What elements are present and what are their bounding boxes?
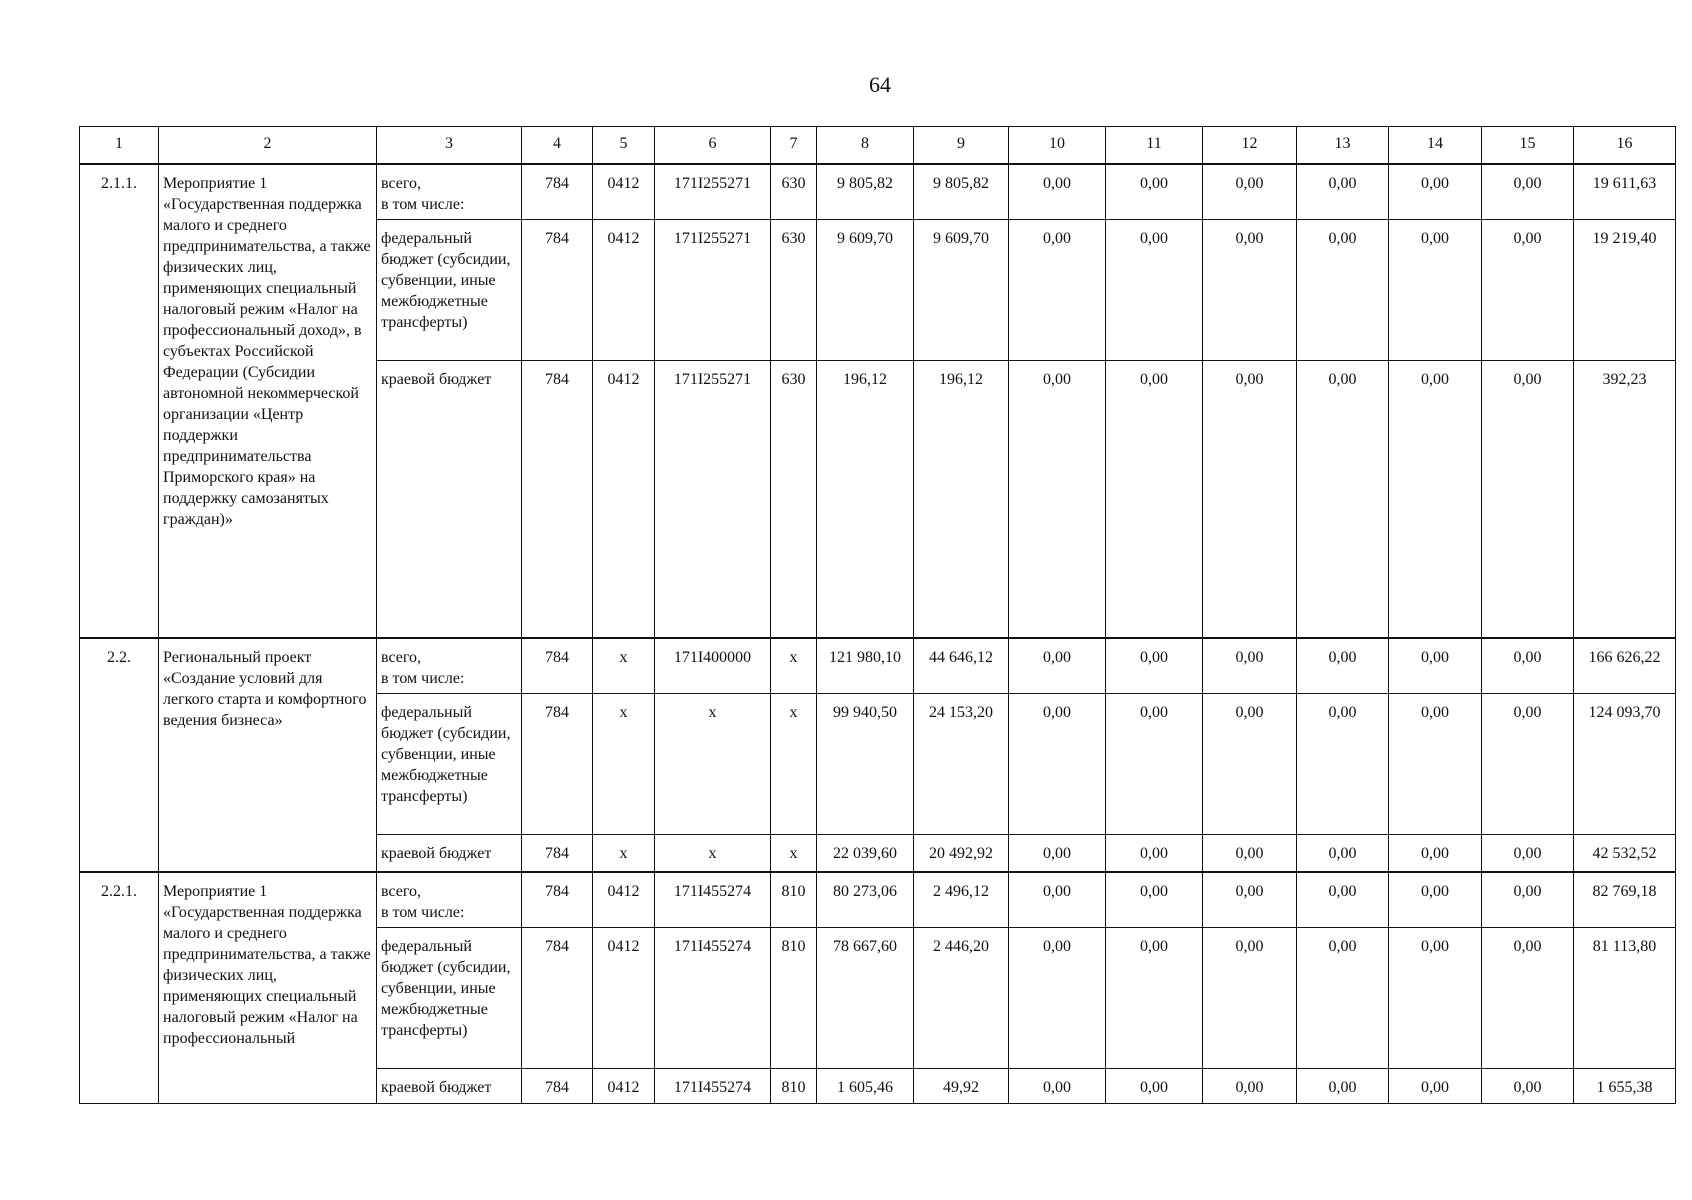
cell-col-7: 810 [771, 928, 817, 1069]
cell-col-10: 0,00 [1009, 872, 1106, 928]
cell-col-5: 0412 [593, 872, 655, 928]
funding-source: всего, в том числе: [377, 638, 522, 694]
cell-col-10: 0,00 [1009, 638, 1106, 694]
cell-col-13: 0,00 [1297, 835, 1389, 873]
cell-col-4: 784 [522, 638, 593, 694]
cell-col-13: 0,00 [1297, 361, 1389, 639]
cell-col-15: 0,00 [1482, 694, 1574, 835]
cell-col-7: 810 [771, 872, 817, 928]
cell-col-15: 0,00 [1482, 835, 1574, 873]
cell-col-8: 9 805,82 [817, 164, 914, 220]
cell-col-5: 0412 [593, 928, 655, 1069]
table-row [80, 872, 1676, 928]
cell-col-4: 784 [522, 872, 593, 928]
cell-col-7: x [771, 694, 817, 835]
cell-col-14: 0,00 [1389, 694, 1482, 835]
cell-col-6: x [655, 835, 771, 873]
cell-col-6: 171I255271 [655, 220, 771, 361]
cell-col-6: x [655, 694, 771, 835]
cell-col-9: 2 496,12 [914, 872, 1009, 928]
cell-col-12: 0,00 [1203, 361, 1297, 639]
cell-col-14: 0,00 [1389, 220, 1482, 361]
cell-col-7: x [771, 835, 817, 873]
cell-col-6: 171I455274 [655, 1069, 771, 1104]
cell-col-15: 0,00 [1482, 164, 1574, 220]
cell-col-9: 24 153,20 [914, 694, 1009, 835]
column-header-5: 5 [593, 127, 655, 165]
cell-col-7: 630 [771, 361, 817, 639]
table-row [80, 164, 1676, 220]
cell-col-8: 78 667,60 [817, 928, 914, 1069]
cell-col-8: 80 273,06 [817, 872, 914, 928]
cell-col-10: 0,00 [1009, 220, 1106, 361]
cell-col-14: 0,00 [1389, 928, 1482, 1069]
cell-col-8: 1 605,46 [817, 1069, 914, 1104]
cell-col-13: 0,00 [1297, 164, 1389, 220]
funding-source: всего, в том числе: [377, 164, 522, 220]
cell-col-8: 22 039,60 [817, 835, 914, 873]
cell-col-5: 0412 [593, 164, 655, 220]
cell-col-7: 630 [771, 220, 817, 361]
funding-source: федеральный бюджет (субсидии, субвенции, иные межбюджетные трансферты) [377, 220, 522, 361]
funding-source: краевой бюджет [377, 361, 522, 639]
activity-name: Мероприятие 1 «Государственная поддержка малого и среднего предпринимательства, а также физических лиц, применяющих специальный налоговый режим «Налог на профессиональный [159, 872, 377, 1104]
column-header-13: 13 [1297, 127, 1389, 165]
cell-col-12: 0,00 [1203, 694, 1297, 835]
cell-col-9: 2 446,20 [914, 928, 1009, 1069]
cell-col-6: 171I400000 [655, 638, 771, 694]
column-header-4: 4 [522, 127, 593, 165]
column-header-12: 12 [1203, 127, 1297, 165]
cell-col-4: 784 [522, 694, 593, 835]
cell-col-9: 20 492,92 [914, 835, 1009, 873]
cell-col-5: x [593, 638, 655, 694]
cell-col-11: 0,00 [1106, 361, 1203, 639]
cell-col-11: 0,00 [1106, 928, 1203, 1069]
cell-col-9: 9 609,70 [914, 220, 1009, 361]
cell-col-16: 81 113,80 [1574, 928, 1676, 1069]
cell-col-12: 0,00 [1203, 220, 1297, 361]
cell-col-12: 0,00 [1203, 1069, 1297, 1104]
cell-col-9: 9 805,82 [914, 164, 1009, 220]
cell-col-4: 784 [522, 220, 593, 361]
cell-col-10: 0,00 [1009, 361, 1106, 639]
cell-col-7: 630 [771, 164, 817, 220]
cell-col-5: 0412 [593, 1069, 655, 1104]
cell-col-5: 0412 [593, 361, 655, 639]
cell-col-8: 9 609,70 [817, 220, 914, 361]
cell-col-8: 121 980,10 [817, 638, 914, 694]
cell-col-10: 0,00 [1009, 694, 1106, 835]
cell-col-4: 784 [522, 835, 593, 873]
column-header-7: 7 [771, 127, 817, 165]
cell-col-4: 784 [522, 928, 593, 1069]
cell-col-15: 0,00 [1482, 872, 1574, 928]
row-number: 2.2.1. [80, 872, 159, 1104]
cell-col-16: 42 532,52 [1574, 835, 1676, 873]
row-number: 2.1.1. [80, 164, 159, 638]
column-header-3: 3 [377, 127, 522, 165]
cell-col-9: 196,12 [914, 361, 1009, 639]
cell-col-5: 0412 [593, 220, 655, 361]
page-number: 64 [869, 72, 891, 97]
activity-name: Региональный проект «Создание условий для легкого старта и комфортного ведения бизнеса» [159, 638, 377, 872]
cell-col-11: 0,00 [1106, 164, 1203, 220]
cell-col-13: 0,00 [1297, 638, 1389, 694]
funding-source: краевой бюджет [377, 1069, 522, 1104]
cell-col-13: 0,00 [1297, 872, 1389, 928]
funding-source: краевой бюджет [377, 835, 522, 873]
cell-col-13: 0,00 [1297, 694, 1389, 835]
budget-table [79, 126, 1676, 1104]
row-number: 2.2. [80, 638, 159, 872]
funding-source: федеральный бюджет (субсидии, субвенции, иные межбюджетные трансферты) [377, 694, 522, 835]
funding-source: федеральный бюджет (субсидии, субвенции, иные межбюджетные трансферты) [377, 928, 522, 1069]
cell-col-14: 0,00 [1389, 164, 1482, 220]
column-header-15: 15 [1482, 127, 1574, 165]
column-header-11: 11 [1106, 127, 1203, 165]
cell-col-16: 392,23 [1574, 361, 1676, 639]
cell-col-16: 19 219,40 [1574, 220, 1676, 361]
cell-col-12: 0,00 [1203, 872, 1297, 928]
cell-col-14: 0,00 [1389, 361, 1482, 639]
column-header-10: 10 [1009, 127, 1106, 165]
cell-col-16: 19 611,63 [1574, 164, 1676, 220]
cell-col-7: 810 [771, 1069, 817, 1104]
cell-col-8: 196,12 [817, 361, 914, 639]
cell-col-13: 0,00 [1297, 928, 1389, 1069]
cell-col-4: 784 [522, 1069, 593, 1104]
cell-col-15: 0,00 [1482, 1069, 1574, 1104]
table-row [80, 638, 1676, 694]
table-body [80, 164, 1676, 1104]
header-row [80, 127, 1676, 165]
cell-col-16: 166 626,22 [1574, 638, 1676, 694]
cell-col-4: 784 [522, 361, 593, 639]
cell-col-16: 82 769,18 [1574, 872, 1676, 928]
cell-col-13: 0,00 [1297, 1069, 1389, 1104]
cell-col-12: 0,00 [1203, 638, 1297, 694]
cell-col-10: 0,00 [1009, 1069, 1106, 1104]
column-header-1: 1 [80, 127, 159, 165]
cell-col-14: 0,00 [1389, 835, 1482, 873]
cell-col-10: 0,00 [1009, 928, 1106, 1069]
cell-col-11: 0,00 [1106, 220, 1203, 361]
cell-col-12: 0,00 [1203, 928, 1297, 1069]
column-header-6: 6 [655, 127, 771, 165]
cell-col-4: 784 [522, 164, 593, 220]
cell-col-9: 44 646,12 [914, 638, 1009, 694]
cell-col-13: 0,00 [1297, 220, 1389, 361]
cell-col-14: 0,00 [1389, 1069, 1482, 1104]
cell-col-5: x [593, 835, 655, 873]
cell-col-12: 0,00 [1203, 835, 1297, 873]
cell-col-11: 0,00 [1106, 872, 1203, 928]
cell-col-6: 171I255271 [655, 164, 771, 220]
cell-col-12: 0,00 [1203, 164, 1297, 220]
cell-col-11: 0,00 [1106, 638, 1203, 694]
cell-col-11: 0,00 [1106, 694, 1203, 835]
cell-col-15: 0,00 [1482, 220, 1574, 361]
cell-col-9: 49,92 [914, 1069, 1009, 1104]
column-header-14: 14 [1389, 127, 1482, 165]
cell-col-16: 1 655,38 [1574, 1069, 1676, 1104]
cell-col-6: 171I455274 [655, 872, 771, 928]
cell-col-6: 171I455274 [655, 928, 771, 1069]
column-header-8: 8 [817, 127, 914, 165]
cell-col-16: 124 093,70 [1574, 694, 1676, 835]
column-header-16: 16 [1574, 127, 1676, 165]
funding-source: всего, в том числе: [377, 872, 522, 928]
cell-col-10: 0,00 [1009, 835, 1106, 873]
cell-col-14: 0,00 [1389, 638, 1482, 694]
cell-col-8: 99 940,50 [817, 694, 914, 835]
activity-name: Мероприятие 1 «Государственная поддержка малого и среднего предпринимательства, а также физических лиц, применяющих специальный налоговый режим «Налог на профессиональный доход», в субъектах Российской Федерации (Субсидии автономной некоммерческой организации «Центр поддержки предпринимательства Приморского края» на поддержку самозанятых граждан)» [159, 164, 377, 638]
cell-col-11: 0,00 [1106, 835, 1203, 873]
cell-col-11: 0,00 [1106, 1069, 1203, 1104]
cell-col-7: x [771, 638, 817, 694]
cell-col-14: 0,00 [1389, 872, 1482, 928]
column-header-9: 9 [914, 127, 1009, 165]
column-header-2: 2 [159, 127, 377, 165]
cell-col-10: 0,00 [1009, 164, 1106, 220]
cell-col-15: 0,00 [1482, 928, 1574, 1069]
cell-col-5: x [593, 694, 655, 835]
cell-col-15: 0,00 [1482, 638, 1574, 694]
cell-col-15: 0,00 [1482, 361, 1574, 639]
cell-col-6: 171I255271 [655, 361, 771, 639]
